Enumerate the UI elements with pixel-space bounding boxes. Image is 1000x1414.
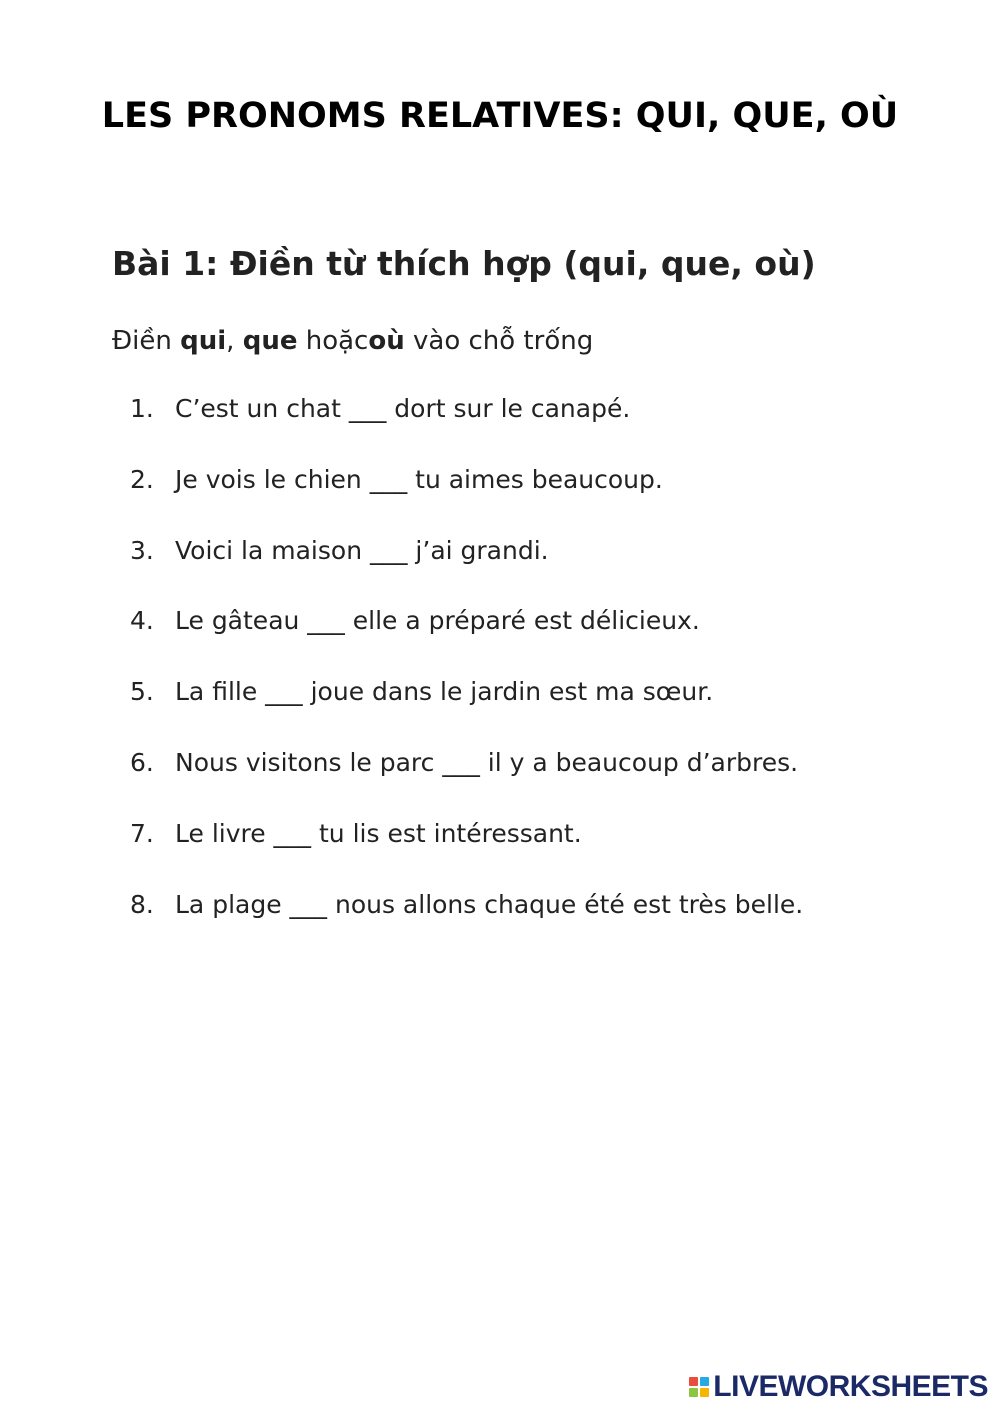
question-text: Le livre ___ tu lis est intéressant. bbox=[175, 818, 582, 848]
logo-mark-square bbox=[689, 1377, 698, 1386]
question-item-2 bbox=[130, 465, 803, 536]
logo-mark-icon bbox=[689, 1377, 709, 1397]
question-item-1 bbox=[130, 394, 803, 465]
logo-mark-square bbox=[689, 1388, 698, 1397]
question-text: Je vois le chien ___ tu aimes beaucoup. bbox=[175, 464, 663, 494]
question-item-4 bbox=[130, 606, 803, 677]
question-number: 1. bbox=[130, 394, 154, 423]
question-item-5 bbox=[130, 677, 803, 748]
question-text: Le gâteau ___ elle a préparé est délicieux. bbox=[175, 606, 700, 636]
exercise-heading: Bài 1: Điền từ thích hợp (qui, que, où) bbox=[112, 244, 816, 283]
question-number: 4. bbox=[130, 606, 154, 636]
logo-mark-square bbox=[700, 1377, 709, 1386]
question-text: La fille ___ joue dans le jardin est ma sœur. bbox=[175, 677, 714, 707]
question-text: C’est un chat ___ dort sur le canapé. bbox=[175, 394, 631, 423]
instruction-word-qui: qui bbox=[180, 326, 227, 356]
exercise-section bbox=[112, 244, 912, 919]
question-number: 7. bbox=[130, 818, 154, 848]
question-text: Nous visitons le parc ___ il y a beaucoup d’arbres. bbox=[175, 747, 799, 777]
question-text: La plage ___ nous allons chaque été est très belle. bbox=[175, 889, 804, 919]
logo-text: LIVEWORKSHEETS bbox=[713, 1370, 988, 1403]
logo-mark-square bbox=[700, 1388, 709, 1397]
instruction-separator-1: , bbox=[226, 326, 243, 356]
instruction-suffix: vào chỗ trống bbox=[404, 326, 594, 356]
question-item-3 bbox=[130, 536, 803, 607]
question-text: Voici la maison ___ j’ai grandi. bbox=[175, 535, 549, 565]
question-list bbox=[130, 394, 803, 960]
worksheet-title: LES PRONOMS RELATIVES: QUI, QUE, OÙ bbox=[101, 96, 899, 136]
question-item-8 bbox=[130, 890, 803, 961]
instruction-word-que: que bbox=[242, 326, 298, 356]
instruction-word-ou: où bbox=[368, 326, 405, 356]
question-item-7 bbox=[130, 819, 803, 890]
question-number: 8. bbox=[130, 889, 154, 919]
question-number: 5. bbox=[130, 677, 154, 707]
question-number: 2. bbox=[130, 464, 154, 494]
question-number: 3. bbox=[130, 535, 154, 565]
question-item-6 bbox=[130, 748, 803, 819]
question-number: 6. bbox=[130, 747, 154, 777]
liveworksheets-logo[interactable] bbox=[689, 1370, 988, 1404]
instruction-separator-2: hoặc bbox=[297, 326, 369, 356]
instruction-prefix: Điền bbox=[112, 326, 181, 356]
exercise-instruction bbox=[112, 326, 593, 356]
